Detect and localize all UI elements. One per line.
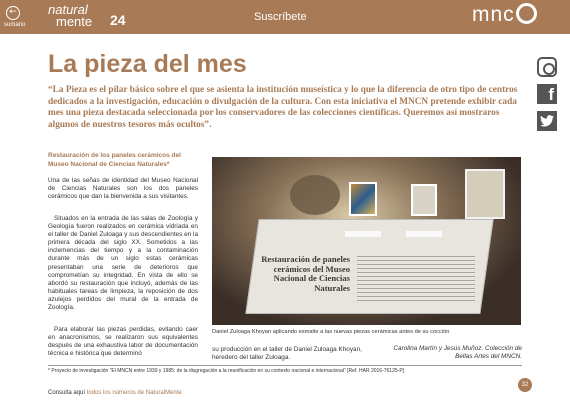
top-bar xyxy=(0,0,570,34)
article-title: Restauración de los paneles cerámicos del Museo Nacional de Ciencias Naturales* xyxy=(48,152,181,168)
photo-text-block xyxy=(357,253,475,303)
photo-ceramic-tile xyxy=(349,182,377,216)
issue-number: 24 xyxy=(110,12,126,28)
photo-ceramic-tile xyxy=(465,169,505,219)
twitter-icon[interactable] xyxy=(537,111,557,131)
instagram-icon[interactable] xyxy=(537,57,557,77)
mncn-logo[interactable] xyxy=(472,3,537,27)
back-arrow-icon[interactable]: ← xyxy=(6,6,20,20)
intro-quote: “La Pieza es el pilar básico sobre el que se asienta la institución museística y lo que la diferencia de otro tipo de centros dedicados a la investigación, educación o divulgación de la cultura. Con esta iniciativa el MNCN pretende exhibir cada mes una pieza destacada seleccionada por los conservadores de las colecciones científicas. Queremos así mostraros algunos de nuestros tesoros más ocultos”. xyxy=(48,85,518,130)
photo-label xyxy=(406,231,442,237)
page-number-badge: 32 xyxy=(518,378,532,392)
mncn-logo-circle-icon xyxy=(516,3,537,24)
page-title: La pieza del mes xyxy=(48,50,247,78)
article-continuation: su producción en el taller de Daniel Zuloaga Khoyan, heredero del taller Zuloaga. xyxy=(212,346,362,362)
all-issues-link[interactable]: todos los números de NaturalMente xyxy=(86,390,182,396)
consult-prefix: Consulta aquí xyxy=(48,390,86,396)
footnote-divider xyxy=(48,365,522,366)
article-paragraph-3: Para elaborar las piezas perdidas, evitando caer en anacronismos, se realizaron sus equivalentes después de una exhaustiva labor de documentación técnica e histórica que determinó xyxy=(48,326,198,358)
magazine-logo-line1: natural xyxy=(48,2,88,17)
article-credit: Carolina Martín y Jesús Muñoz. Colección de Bellas Artes del MNCN. xyxy=(393,345,522,361)
consult-line xyxy=(48,390,182,396)
magazine-logo-line2: mente xyxy=(56,14,93,29)
photo-label xyxy=(345,231,381,237)
subscribe-link[interactable]: Suscríbete xyxy=(254,11,307,23)
photo-caption: Daniel Zuloaga Khoyan aplicando esmalte a las nuevas piezas cerámicas antes de su cocción xyxy=(212,329,450,335)
article-paragraph-2: Situados en la entrada de las salas de Zoología y Geología fueron realizados en cerámica vidriada en el taller de Daniel Zuloaga y sus descendientes en la primera década del siglo XX. Sometidos a las inclemencias del tiempo y a la contaminación durante más de un siglo estas cerámicas presentaban una serie de deterioros que comprometían su integridad. En vista de ello se abordó su restauración que incluyó, además de las habituales tareas de limpieza, la reposición de dos azulejos perdidos del mural de la entrada de Zoología. xyxy=(48,215,198,312)
article-paragraph-1: Una de las señas de identidad del Museo Nacional de Ciencias Naturales son los dos paneles cerámicos que dan la bienvenida a sus visitantes. xyxy=(48,177,198,201)
restoration-photo xyxy=(212,157,521,325)
photo-overlay-title: Restauración de paneles cerámicos del Museo Nacional de Ciencias Naturales xyxy=(261,254,350,293)
photo-person xyxy=(290,175,340,215)
magazine-logo[interactable] xyxy=(48,2,126,29)
facebook-icon[interactable]: f xyxy=(537,84,557,104)
back-label[interactable]: sumario xyxy=(4,22,26,28)
photo-ceramic-tile xyxy=(411,184,437,216)
footnote: * Proyecto de investigación “El MNCN entre 1939 y 1985: de la disgregación a la reunificación en su contexto nacional e internacional” [Ref. HAR 2016-76125-P] xyxy=(48,368,405,374)
mncn-logo-text: mnc xyxy=(472,3,515,26)
